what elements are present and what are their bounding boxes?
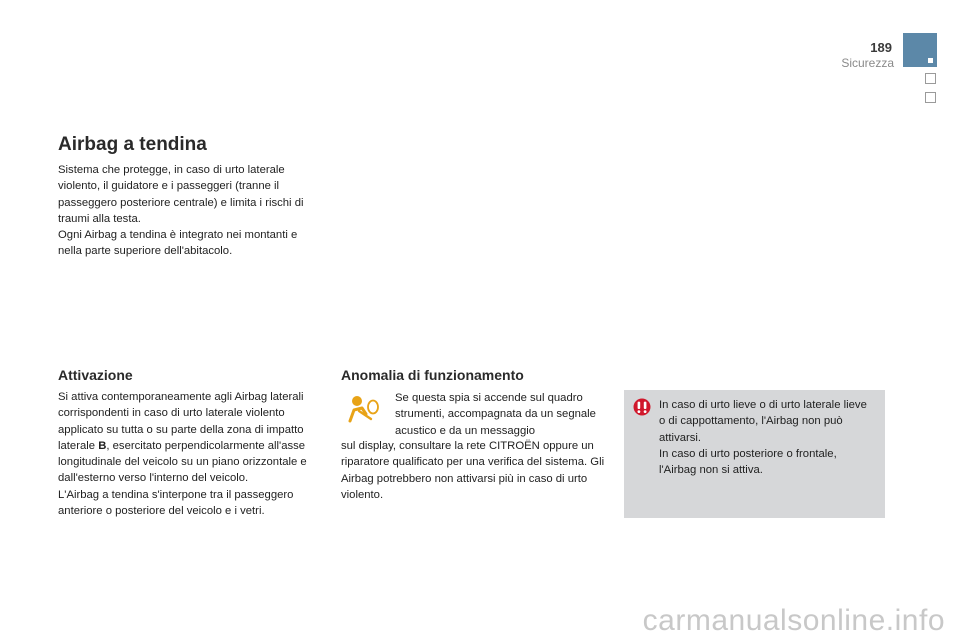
zone-reference: B — [98, 439, 107, 452]
anomaly-paragraph-start: Se questa spia si accende sul quadro strumenti, accompagnata da un segnale acustico e da un messaggio — [395, 392, 596, 437]
notice-paragraph: In caso di urto posteriore o frontale, l'Airbag non si attiva. — [659, 447, 837, 477]
activation-text-after: , esercitato perpendicolarmente all'asse longitudinale del veicolo su un piano orizzontale e dall'esterno verso l'interno del veicolo. — [58, 439, 307, 485]
exclamation-icon — [633, 398, 651, 416]
section-tab-active[interactable] — [903, 33, 937, 67]
watermark: carmanualsonline.info — [642, 604, 945, 637]
section-tab[interactable] — [925, 73, 936, 84]
activation-paragraph: L'Airbag a tendina s'interpone tra il passeggero anteriore o posteriore del veicolo e i vetri. — [58, 488, 294, 518]
anomaly-paragraph-rest: sul display, consultare la rete CITROËN oppure un riparatore qualificato per una verifica del sistema. Gli Airbag potrebbero non attivarsi più in caso di urto violento. — [341, 440, 605, 501]
activation-text-before: Si attiva contemporaneamente agli Airbag laterali corrispondenti in caso di urto laterale violento applicato su tutta o su parte della zona di impatto laterale — [58, 391, 304, 452]
notice-text — [659, 397, 874, 478]
activation-paragraph — [58, 389, 320, 487]
notice-paragraph: In caso di urto lieve o di urto laterale lieve o di cappottamento, l'Airbag non può attivarsi. — [659, 399, 867, 444]
intro-paragraph: Sistema che protegge, in caso di urto laterale violento, il guidatore e i passeggeri (tranne il passeggero posteriore centrale) e limita i rischi di traumi alla testa. — [58, 164, 304, 225]
intro-paragraph: Ogni Airbag a tendina è integrato nei montanti e nella parte superiore dell'abitacolo. — [58, 229, 298, 258]
page-number: 189 — [870, 40, 892, 55]
activation-section — [58, 389, 320, 519]
intro-section — [58, 162, 318, 260]
section-tab[interactable] — [925, 92, 936, 103]
anomaly-heading: Anomalia di funzionamento — [341, 367, 524, 383]
activation-heading: Attivazione — [58, 367, 133, 383]
airbag-warning-icon — [345, 394, 381, 424]
section-name: Sicurezza — [841, 56, 894, 70]
page-title: Airbag a tendina — [58, 134, 207, 155]
notice-box — [624, 390, 885, 518]
